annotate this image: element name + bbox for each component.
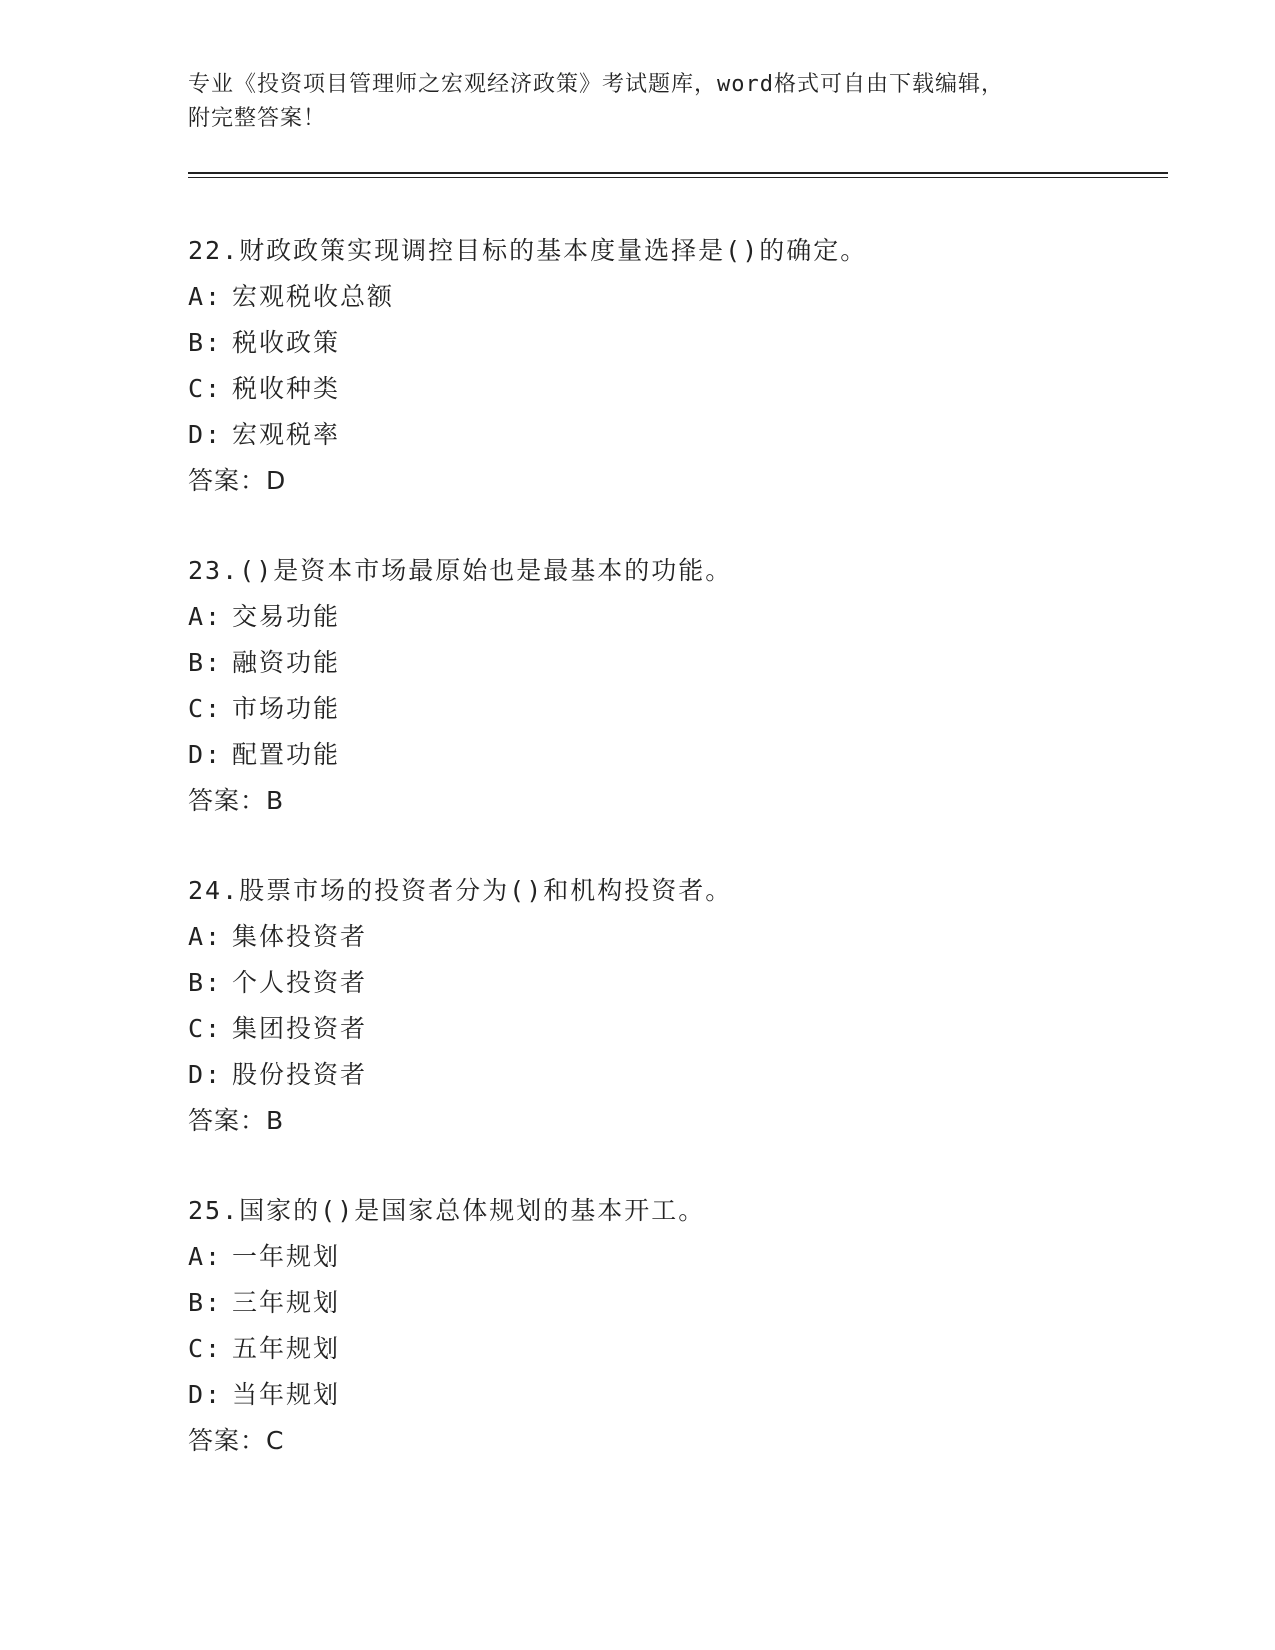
option-letter: D: <box>188 420 223 449</box>
option-c <box>188 1326 1168 1372</box>
option-letter: B: <box>188 328 223 357</box>
option-letter: C: <box>188 1014 223 1043</box>
option-text: 集团投资者 <box>232 1014 368 1043</box>
document-intro <box>188 68 1168 136</box>
option-a <box>188 914 1168 960</box>
question-stem: 24.股票市场的投资者分为()和机构投资者。 <box>188 876 733 905</box>
option-text: 配置功能 <box>232 740 341 769</box>
question-item <box>188 1188 1168 1464</box>
option-text: 融资功能 <box>232 648 341 677</box>
answer-line: 答案：B <box>188 786 285 815</box>
option-letter: A: <box>188 1242 223 1271</box>
question-item <box>188 868 1168 1144</box>
answer-line: 答案：B <box>188 1106 285 1135</box>
option-c <box>188 1006 1168 1052</box>
question-item <box>188 548 1168 824</box>
option-text: 当年规划 <box>232 1380 341 1409</box>
intro-line: 专业《投资项目管理师之宏观经济政策》考试题库，word格式可自由下载编辑， <box>188 72 1004 97</box>
option-text: 三年规划 <box>232 1288 341 1317</box>
option-text: 宏观税率 <box>232 420 341 449</box>
intro-line: 附完整答案！ <box>188 106 327 131</box>
option-d <box>188 732 1168 778</box>
option-a <box>188 1234 1168 1280</box>
option-text: 集体投资者 <box>232 922 368 951</box>
header-divider <box>188 172 1168 178</box>
option-letter: C: <box>188 374 223 403</box>
option-d <box>188 1052 1168 1098</box>
option-a <box>188 594 1168 640</box>
option-letter: C: <box>188 694 223 723</box>
option-d <box>188 1372 1168 1418</box>
option-letter: A: <box>188 922 223 951</box>
option-b <box>188 640 1168 686</box>
option-text: 税收政策 <box>232 328 341 357</box>
option-letter: B: <box>188 1288 223 1317</box>
question-item <box>188 228 1168 504</box>
option-text: 税收种类 <box>232 374 341 403</box>
option-text: 宏观税收总额 <box>232 282 395 311</box>
option-letter: C: <box>188 1334 223 1363</box>
option-c <box>188 366 1168 412</box>
option-letter: D: <box>188 740 223 769</box>
answer-line: 答案：C <box>188 1426 285 1455</box>
option-text: 市场功能 <box>232 694 341 723</box>
question-list <box>188 228 1168 1464</box>
option-letter: A: <box>188 282 223 311</box>
option-text: 五年规划 <box>232 1334 341 1363</box>
option-letter: D: <box>188 1060 223 1089</box>
question-stem: 22.财政政策实现调控目标的基本度量选择是()的确定。 <box>188 236 868 265</box>
option-text: 个人投资者 <box>232 968 368 997</box>
option-b <box>188 1280 1168 1326</box>
option-c <box>188 686 1168 732</box>
option-letter: A: <box>188 602 223 631</box>
option-text: 股份投资者 <box>232 1060 368 1089</box>
document-page <box>188 68 1168 1508</box>
option-letter: D: <box>188 1380 223 1409</box>
option-b <box>188 960 1168 1006</box>
option-b <box>188 320 1168 366</box>
option-letter: B: <box>188 648 223 677</box>
option-text: 交易功能 <box>232 602 341 631</box>
question-stem: 25.国家的()是国家总体规划的基本开工。 <box>188 1196 706 1225</box>
question-stem: 23.()是资本市场最原始也是最基本的功能。 <box>188 556 733 585</box>
option-letter: B: <box>188 968 223 997</box>
option-d <box>188 412 1168 458</box>
option-a <box>188 274 1168 320</box>
answer-line: 答案：D <box>188 466 287 495</box>
option-text: 一年规划 <box>232 1242 341 1271</box>
